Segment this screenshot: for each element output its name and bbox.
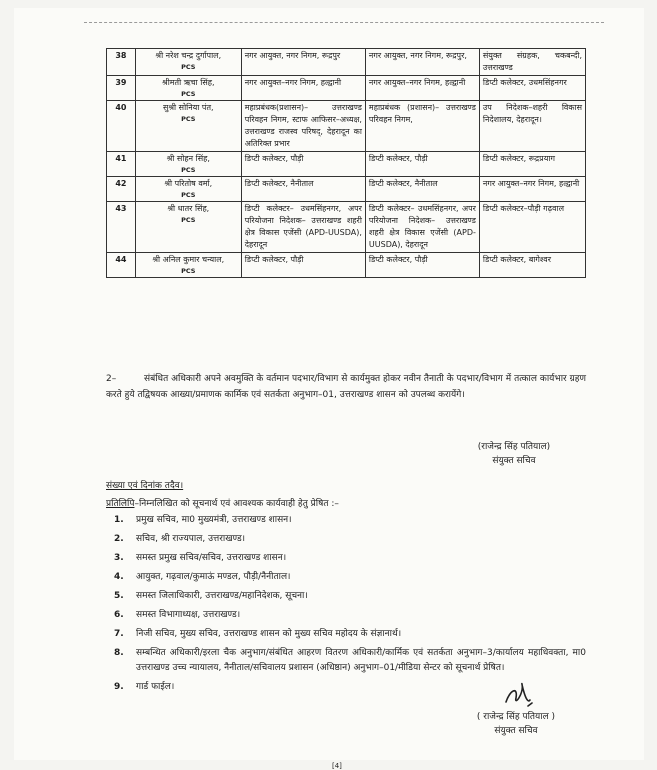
list-item: 9. गार्ड फाईल। [114,682,175,692]
signature-block-1 [444,440,584,468]
list-item: 7. निजी सचिव, मुख्य सचिव, उत्तराखण्ड शासन को मुख्य सचिव महोदय के संज्ञानार्थ। [114,629,402,639]
relieved-post-cell: नगर आयुक्त–नगर निगम, हल्द्वानी [365,76,479,101]
paragraph-2 [106,371,586,403]
signatory-designation: संयुक्त सचिव [492,456,536,466]
cadre-label: PCS [181,216,196,224]
officer-name: श्री अनिल कुमार चन्याल, [152,255,225,264]
list-item: 5. समस्त जिलाधिकारी, उत्तराखण्ड/महानिदेशक, सूचना। [114,591,308,601]
current-post-cell: डिप्टी कलेक्टर– उधमसिंहनगर, अपर परियोजना निदेशक– उत्तराखण्ड शहरी क्षेत्र विकास एजेंसी (APD-UUSDA), देहरादून [241,202,365,253]
current-post-cell: नगर आयुक्त–नगर निगम, हल्द्वानी [241,76,365,101]
table-row [107,49,586,76]
serial-number-cell: 44 [107,253,136,278]
serial-number-cell: 41 [107,152,136,177]
list-item: 3. समस्त प्रमुख सचिव/सचिव, उत्तराखण्ड शासन। [114,553,287,563]
officer-name: श्री परितोष वर्मा, [164,179,213,188]
table-row [107,101,586,152]
relieved-post-cell: डिप्टी कलेक्टर, पौड़ी [365,253,479,278]
cadre-label: PCS [181,63,196,71]
new-post-cell: डिप्टी कलेक्टर–पौड़ी गढ़वाल [479,202,585,253]
officer-name-cell [135,202,241,253]
officer-name: श्री सोहन सिंह, [166,154,210,163]
serial-number-cell: 40 [107,101,136,152]
document-page [14,8,644,770]
reference-heading: संख्या एवं दिनांक तदैव। [106,481,184,491]
new-post-cell: संयुक्त संग्रहक, चकबन्दी, उत्तराखण्ड [479,49,585,76]
relieved-post-cell: महाप्रबंधक (प्रशासन)– उत्तराखण्ड परिवहन निगम, [365,101,479,152]
serial-number-cell: 39 [107,76,136,101]
transfer-table [106,48,586,278]
current-post-cell: डिप्टी कलेक्टर, नैनीताल [241,177,365,202]
list-item: 8. सम्बन्धित अधिकारी/इरला चैक अनुभाग/संबंधित आहरण वितरण अधिकारी/कार्मिक एवं सतर्कता अनुभाग–3/कार्यालय महाधिवक्ता, मा0 उत्तराखण्ड उच्च न्यायालय, नैनीताल/सचिवालय प्रशासन (अधिष्ठान) अनुभाग–01/मीडिया सेन्टर को सूचनार्थ प्रेषित। [114,648,586,673]
relieved-post-cell: डिप्टी कलेक्टर, पौड़ी [365,152,479,177]
table-row [107,202,586,253]
officer-name: श्री धातर सिंह, [167,204,210,213]
cadre-label: PCS [181,90,196,98]
officer-name-cell [135,49,241,76]
cadre-label: PCS [181,115,196,123]
cadre-label: PCS [181,166,196,174]
table-row [107,76,586,101]
new-post-cell: डिप्टी कलेक्टर, उधमसिंहनगर [479,76,585,101]
relieved-post-cell: डिप्टी कलेक्टर, नैनीताल [365,177,479,202]
officer-name-cell [135,76,241,101]
handwritten-signature [500,676,540,712]
table-row [107,177,586,202]
signature-block-2 [446,710,586,738]
list-item: 4. आयुक्त, गढ़वाल/कुमाऊं मण्डल, पौड़ी/नैनीताल। [114,572,291,582]
officer-name: श्री नरेश चन्द्र दुर्गापाल, [155,51,222,60]
serial-number-cell: 42 [107,177,136,202]
new-post-cell: डिप्टी कलेक्टर, बागेश्वर [479,253,585,278]
copy-heading-text: –निम्नलिखित को सूचनार्थ एवं आवश्यक कार्यवाही हेतु प्रेषित :– [134,499,339,509]
signatory-name: ( राजेन्द्र सिंह पतियाल ) [476,712,556,722]
serial-number-cell: 38 [107,49,136,76]
top-rule [84,22,604,23]
cadre-label: PCS [181,191,196,199]
copy-label: प्रतिलिपि [106,499,135,509]
paragraph-number: 2– [106,374,117,384]
table-row [107,152,586,177]
relieved-post-cell: नगर आयुक्त, नगर निगम, रूद्रपुर, [365,49,479,76]
current-post-cell: नगर आयुक्त, नगर निगम, रूद्रपुर [241,49,365,76]
new-post-cell: नगर आयुक्त–नगर निगम, हल्द्वानी [479,177,585,202]
officer-name: श्रीमती ऋचा सिंह, [162,78,215,87]
new-post-cell: उप निदेशक–शहरी विकास निदेशालय, देहरादून। [479,101,585,152]
current-post-cell: महाप्रबंधक(प्रशासन)– उत्तराखण्ड परिवहन निगम, स्टाफ आफिसर–अध्यक्ष, उत्तराखण्ड राजस्व परिषद्, देहरादून का अतिरिक्त प्रभार [241,101,365,152]
signatory-designation: संयुक्त सचिव [494,726,538,736]
list-item: 1. प्रमुख सचिव, मा0 मुख्यमंत्री, उत्तराखण्ड शासन। [114,515,292,525]
page-number: [4] [332,762,342,770]
paragraph-text: संबंधित अधिकारी अपने अवमुक्ति के वर्तमान पदभार/विभाग से कार्यमुक्त होकर नवीन तैनाती के पदभार/विभाग में तत्काल कार्यभार ग्रहण करते हुये तद्विषयक आख्या/प्रमाणक कार्मिक एवं सतर्कता अनुभाग–01, उत्तराखण्ड शासन को उपलब्ध करायेंगे। [106,374,586,400]
copy-heading [106,496,339,509]
new-post-cell: डिप्टी कलेक्टर, रूद्रप्रयाग [479,152,585,177]
list-item: 6. समस्त विभागाध्यक्ष, उत्तराखण्ड। [114,610,241,620]
copy-list [114,513,586,699]
table-row [107,253,586,278]
officer-name: सुश्री सोनिया पंत, [162,103,214,112]
list-item: 2. सचिव, श्री राज्यपाल, उत्तराखण्ड। [114,534,246,544]
cadre-label: PCS [181,267,196,275]
officer-name-cell [135,152,241,177]
serial-number-cell: 43 [107,202,136,253]
current-post-cell: डिप्टी कलेक्टर, पौड़ी [241,253,365,278]
current-post-cell: डिप्टी कलेक्टर, पौड़ी [241,152,365,177]
officer-name-cell [135,253,241,278]
relieved-post-cell: डिप्टी कलेक्टर– उधमसिंहनगर, अपर परियोजना निदेशक– उत्तराखण्ड शहरी क्षेत्र विकास एजेंसी (APD-UUSDA), देहरादून [365,202,479,253]
officer-name-cell [135,177,241,202]
officer-name-cell [135,101,241,152]
signatory-name: (राजेन्द्र सिंह पतियाल) [477,442,551,452]
